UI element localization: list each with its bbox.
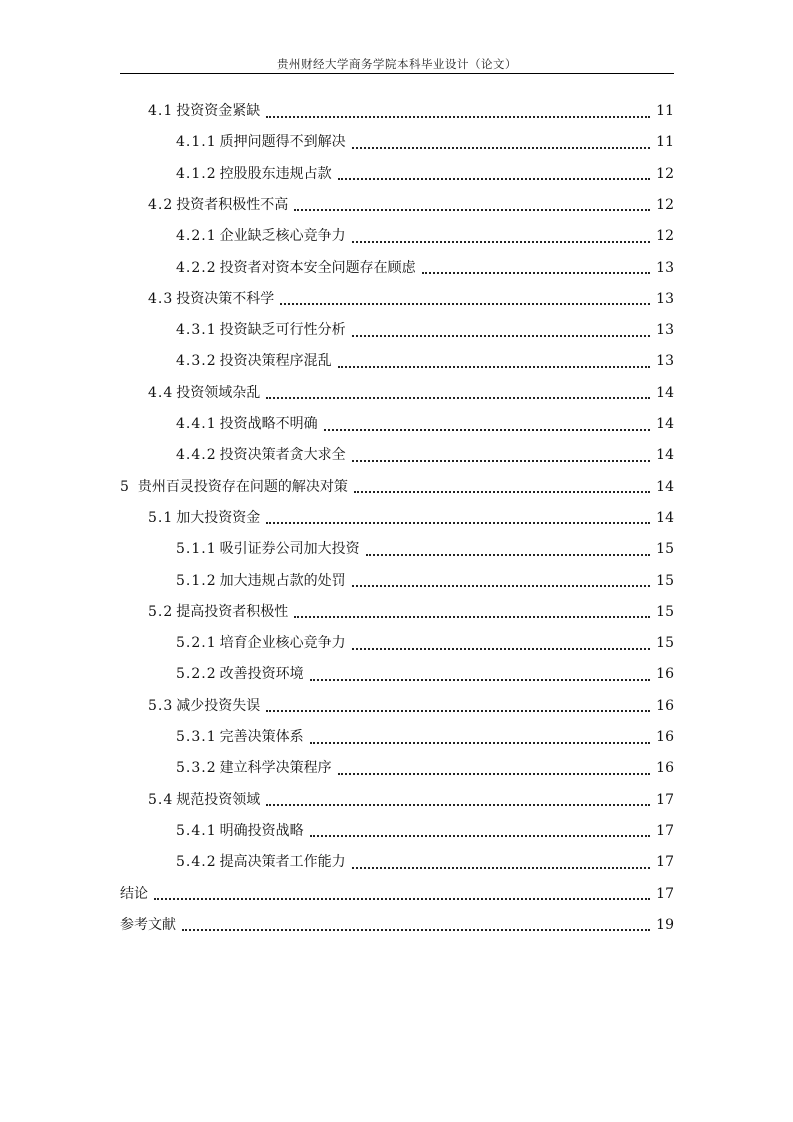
toc-dot-leader — [294, 616, 650, 618]
toc-entry-title: 投资资金紧缺 — [176, 103, 261, 119]
toc-dot-leader — [324, 429, 650, 431]
toc-entry-title: 明确投资战略 — [219, 822, 304, 839]
toc-entry[interactable] — [176, 409, 674, 440]
toc-entry-title: 培育企业核心竞争力 — [219, 635, 346, 652]
toc-dot-leader — [354, 491, 650, 493]
page-header-title: 贵州财经大学商务学院本科毕业设计（论文） — [277, 57, 517, 71]
toc-row — [0, 253, 793, 284]
toc-entry-number: 4.1.2 — [176, 165, 217, 182]
toc-entry-title: 吸引证券公司加大投资 — [219, 541, 360, 558]
toc-row — [0, 127, 793, 158]
toc-entry-page: 17 — [656, 854, 674, 871]
toc-entry-title: 企业缺乏核心竞争力 — [219, 228, 346, 245]
toc-entry[interactable] — [148, 284, 674, 315]
toc-dot-leader — [154, 898, 650, 900]
toc-entry[interactable] — [176, 722, 674, 753]
toc-row — [0, 534, 793, 565]
toc-entry-page: 12 — [656, 228, 674, 245]
toc-entry-title: 加大投资资金 — [176, 509, 261, 526]
toc-entry-number: 5.4.2 — [176, 854, 217, 871]
toc-entry-title: 投资者积极性不高 — [176, 196, 289, 213]
toc-dot-leader — [352, 241, 650, 243]
toc-entry-number: 5.2.1 — [176, 635, 217, 652]
toc-entry[interactable] — [176, 315, 674, 346]
toc-entry-number: 5.1.1 — [176, 541, 217, 558]
toc-dot-leader — [352, 585, 650, 587]
toc-row — [0, 597, 793, 628]
toc-entry-page: 14 — [656, 447, 674, 464]
toc-entry-number: 5.2 — [148, 603, 174, 620]
header-divider — [120, 73, 674, 74]
toc-entry-title: 建立科学决策程序 — [219, 760, 332, 777]
toc-entry[interactable] — [176, 816, 674, 847]
toc-entry-title: 投资决策者贪大求全 — [219, 447, 346, 464]
toc-entry[interactable] — [176, 753, 674, 784]
toc-dot-leader — [310, 742, 650, 744]
toc-entry-title: 减少投资失误 — [176, 697, 261, 714]
toc-dot-leader — [310, 679, 650, 681]
toc-entry-number: 5.3.2 — [176, 760, 217, 777]
toc-dot-leader — [366, 554, 650, 556]
toc-entry-number: 5.4.1 — [176, 822, 217, 839]
toc-dot-leader — [338, 178, 650, 180]
toc-entry[interactable] — [148, 96, 674, 127]
toc-row — [0, 159, 793, 190]
toc-entry-number: 4.2 — [148, 196, 174, 213]
toc-dot-leader — [352, 147, 650, 149]
toc-entry-page: 13 — [656, 353, 674, 370]
toc-dot-leader — [280, 303, 650, 305]
toc-entry-title: 提高决策者工作能力 — [219, 854, 346, 871]
toc-entry-page: 11 — [656, 134, 674, 151]
toc-dot-leader — [182, 929, 650, 931]
toc-row — [0, 879, 793, 910]
toc-row — [0, 315, 793, 346]
toc-entry-page: 13 — [656, 259, 674, 276]
toc-row — [0, 753, 793, 784]
toc-entry-page: 14 — [656, 416, 674, 432]
toc-entry-page: 19 — [656, 916, 674, 933]
toc-entry-number: 4.1.1 — [176, 134, 217, 151]
toc-dot-leader — [266, 804, 650, 806]
toc-entry-number: 4.3.2 — [176, 353, 217, 370]
toc-entry[interactable] — [176, 847, 674, 878]
toc-entry-page: 15 — [656, 635, 674, 652]
toc-dot-leader — [266, 710, 650, 712]
toc-row — [0, 221, 793, 252]
toc-entry[interactable] — [176, 221, 674, 252]
toc-entry-number: 4.2.2 — [176, 259, 217, 276]
toc-row — [0, 409, 793, 440]
toc-entry-number: 4.4 — [148, 384, 174, 401]
toc-entry[interactable] — [148, 785, 674, 816]
toc-entry-number: 4.1 — [148, 103, 174, 119]
toc-entry-page: 16 — [656, 666, 674, 683]
toc-entry[interactable] — [176, 440, 674, 471]
toc-entry-title: 投资者对资本安全问题存在顾虑 — [219, 259, 416, 276]
toc-row — [0, 472, 793, 503]
toc-entry-page: 12 — [656, 196, 674, 213]
toc-row — [0, 346, 793, 377]
toc-dot-leader — [266, 522, 650, 524]
toc-entry-title: 控股股东违规占款 — [219, 165, 332, 182]
toc-entry-title: 贵州百灵投资存在问题的解决对策 — [137, 478, 348, 495]
toc-entry[interactable] — [176, 159, 674, 190]
toc-dot-leader — [422, 272, 650, 274]
toc-entry-number: 5 — [120, 478, 130, 495]
toc-entry-title: 质押问题得不到解决 — [219, 134, 346, 151]
toc-entry[interactable] — [120, 910, 674, 941]
toc-row — [0, 566, 793, 597]
toc-dot-leader — [294, 209, 650, 211]
toc-row — [0, 628, 793, 659]
toc-dot-leader — [266, 397, 650, 399]
toc-entry-number: 5.2.2 — [176, 666, 217, 683]
toc-entry-number: 5.3 — [148, 697, 174, 714]
toc-dot-leader — [352, 460, 650, 462]
toc-entry-number: 4.3.1 — [176, 322, 217, 339]
toc-row — [0, 378, 793, 409]
toc-entry-title: 结论 — [120, 885, 148, 902]
toc-dot-leader — [352, 867, 650, 869]
toc-entry[interactable] — [148, 378, 674, 409]
toc-entry-title: 投资决策不科学 — [176, 290, 275, 307]
toc-entry-page: 15 — [656, 603, 674, 620]
toc-entry-number: 4.4.2 — [176, 447, 217, 464]
toc-entry-page: 13 — [656, 322, 674, 339]
toc-dot-leader — [352, 335, 650, 337]
toc-entry-title: 规范投资领域 — [176, 791, 261, 808]
toc-entry[interactable] — [148, 597, 674, 628]
toc-dot-leader — [352, 648, 650, 650]
toc-row — [0, 722, 793, 753]
toc-row — [0, 284, 793, 315]
toc-entry-title: 提高投资者积极性 — [176, 603, 289, 620]
toc-row — [0, 96, 793, 127]
toc-row — [0, 910, 793, 941]
toc-entry-page: 16 — [656, 697, 674, 714]
toc-entry-page: 15 — [656, 541, 674, 558]
toc-entry-title: 参考文献 — [120, 916, 176, 933]
toc-row — [0, 816, 793, 847]
toc-entry[interactable] — [148, 190, 674, 221]
toc-row — [0, 847, 793, 878]
toc-dot-leader — [310, 835, 650, 837]
toc-entry-title: 加大违规占款的处罚 — [219, 572, 346, 589]
toc-entry-title: 改善投资环境 — [219, 666, 304, 683]
toc-entry-page: 16 — [656, 760, 674, 777]
toc-entry-title: 完善决策体系 — [219, 729, 304, 745]
toc-entry-page: 16 — [656, 729, 674, 745]
toc-entry[interactable] — [148, 503, 674, 534]
toc-entry-title: 投资缺乏可行性分析 — [219, 322, 346, 339]
toc-entry[interactable] — [176, 346, 674, 377]
toc-entry[interactable] — [176, 566, 674, 597]
toc-row — [0, 785, 793, 816]
toc-entry-number: 4.4.1 — [176, 416, 217, 432]
toc-entry[interactable] — [120, 472, 674, 503]
toc-row — [0, 440, 793, 471]
toc-entry[interactable] — [176, 253, 674, 284]
toc-entry-page: 15 — [656, 572, 674, 589]
toc-entry[interactable] — [148, 691, 674, 722]
toc-row — [0, 659, 793, 690]
toc-dot-leader — [338, 366, 650, 368]
toc-entry-title: 投资战略不明确 — [219, 416, 318, 432]
toc-row — [0, 691, 793, 722]
toc-entry-page: 13 — [656, 290, 674, 307]
toc-entry-title: 投资决策程序混乱 — [219, 353, 332, 370]
toc-entry-page: 11 — [656, 103, 674, 119]
toc-entry-page: 17 — [656, 822, 674, 839]
toc-entry[interactable] — [176, 127, 674, 158]
toc-entry-number: 4.3 — [148, 290, 174, 307]
toc-dot-leader — [266, 116, 650, 118]
toc-dot-leader — [338, 773, 650, 775]
toc-entry-title: 投资领域杂乱 — [176, 384, 261, 401]
toc-entry-number: 5.4 — [148, 791, 174, 808]
toc-entry[interactable] — [176, 659, 674, 690]
toc-entry-page: 17 — [656, 791, 674, 808]
toc-entry-number: 5.1.2 — [176, 572, 217, 589]
toc-entry-page: 14 — [656, 478, 674, 495]
toc-entry[interactable] — [120, 879, 674, 910]
toc-entry-page: 17 — [656, 885, 674, 902]
toc-entry-number: 5.3.1 — [176, 729, 217, 745]
toc-row — [0, 503, 793, 534]
toc-entry-page: 14 — [656, 384, 674, 401]
toc-row — [0, 190, 793, 221]
toc-entry-page: 12 — [656, 165, 674, 182]
toc-entry[interactable] — [176, 534, 674, 565]
toc-entry-number: 4.2.1 — [176, 228, 217, 245]
toc-entry-number: 5.1 — [148, 509, 174, 526]
toc-entry-page: 14 — [656, 509, 674, 526]
toc-entry[interactable] — [176, 628, 674, 659]
